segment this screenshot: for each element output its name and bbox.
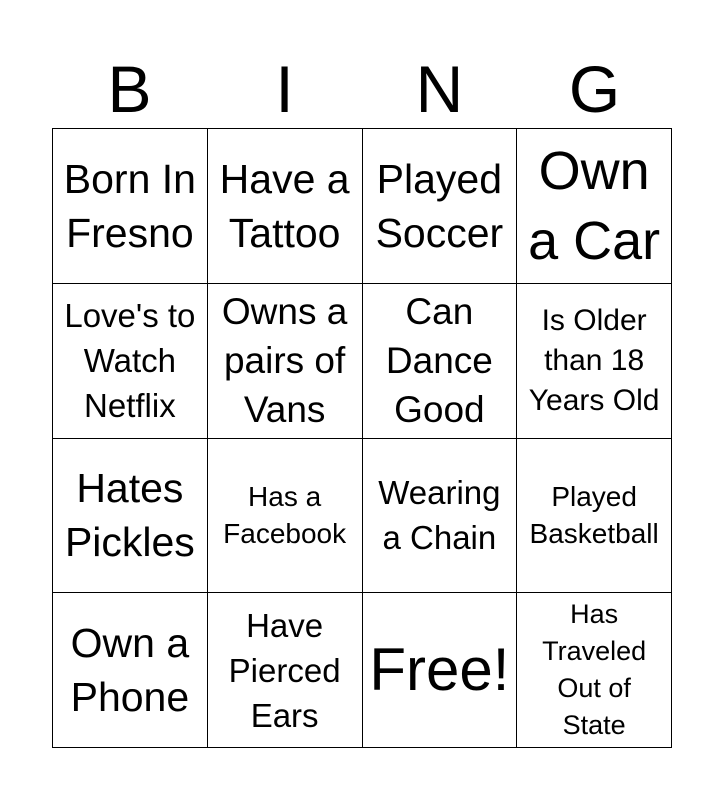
cell-text: Has a Facebook [223, 481, 347, 550]
bingo-header [52, 50, 672, 128]
bingo-cell-r2-c1[interactable] [53, 284, 208, 439]
bingo-cell-r4-c2[interactable] [208, 593, 363, 748]
cell-text: Played Soccer [375, 155, 504, 256]
cell-text: Own a Phone [70, 620, 190, 721]
cell-text: Born In Fresno [63, 155, 196, 256]
cell-text: Can Dance Good [385, 291, 493, 431]
bingo-cell-r4-c1[interactable] [53, 593, 208, 748]
cell-text: Own a Car [528, 140, 661, 271]
cell-text: Has Traveled Out of State [542, 599, 647, 741]
bingo-cell-r3-c1[interactable] [53, 439, 208, 594]
free-space-text: Free! [369, 636, 510, 704]
bingo-cell-r3-c2[interactable] [208, 439, 363, 594]
cell-text: Love's to Watch Netflix [64, 297, 196, 425]
header-letter-n: N [415, 52, 464, 126]
bingo-cell-r4-c4[interactable] [517, 593, 672, 748]
cell-text: Is Older than 18 Years Old [528, 303, 660, 417]
cell-text: Wearing a Chain [378, 474, 501, 557]
bingo-cell-r1-c2[interactable] [208, 129, 363, 284]
cell-text: Have Pierced Ears [228, 606, 341, 734]
bingo-cell-r2-c4[interactable] [517, 284, 672, 439]
header-letter-b: B [107, 52, 152, 126]
cell-text: Have a Tattoo [219, 155, 350, 256]
bingo-cell-r2-c2[interactable] [208, 284, 363, 439]
cell-text: Owns a pairs of Vans [221, 291, 348, 431]
bingo-grid [52, 128, 672, 748]
header-letter-i: I [275, 52, 294, 126]
bingo-cell-r1-c4[interactable] [517, 129, 672, 284]
cell-text: Hates Pickles [64, 465, 195, 566]
bingo-cell-r3-c3[interactable] [363, 439, 518, 594]
header-letter-g: G [568, 52, 621, 126]
bingo-cell-r2-c3[interactable] [363, 284, 518, 439]
bingo-cell-free[interactable] [363, 593, 518, 748]
cell-text: Played Basketball [529, 481, 659, 550]
bingo-cell-r3-c4[interactable] [517, 439, 672, 594]
bingo-cell-r1-c3[interactable] [363, 129, 518, 284]
bingo-cell-r1-c1[interactable] [53, 129, 208, 284]
